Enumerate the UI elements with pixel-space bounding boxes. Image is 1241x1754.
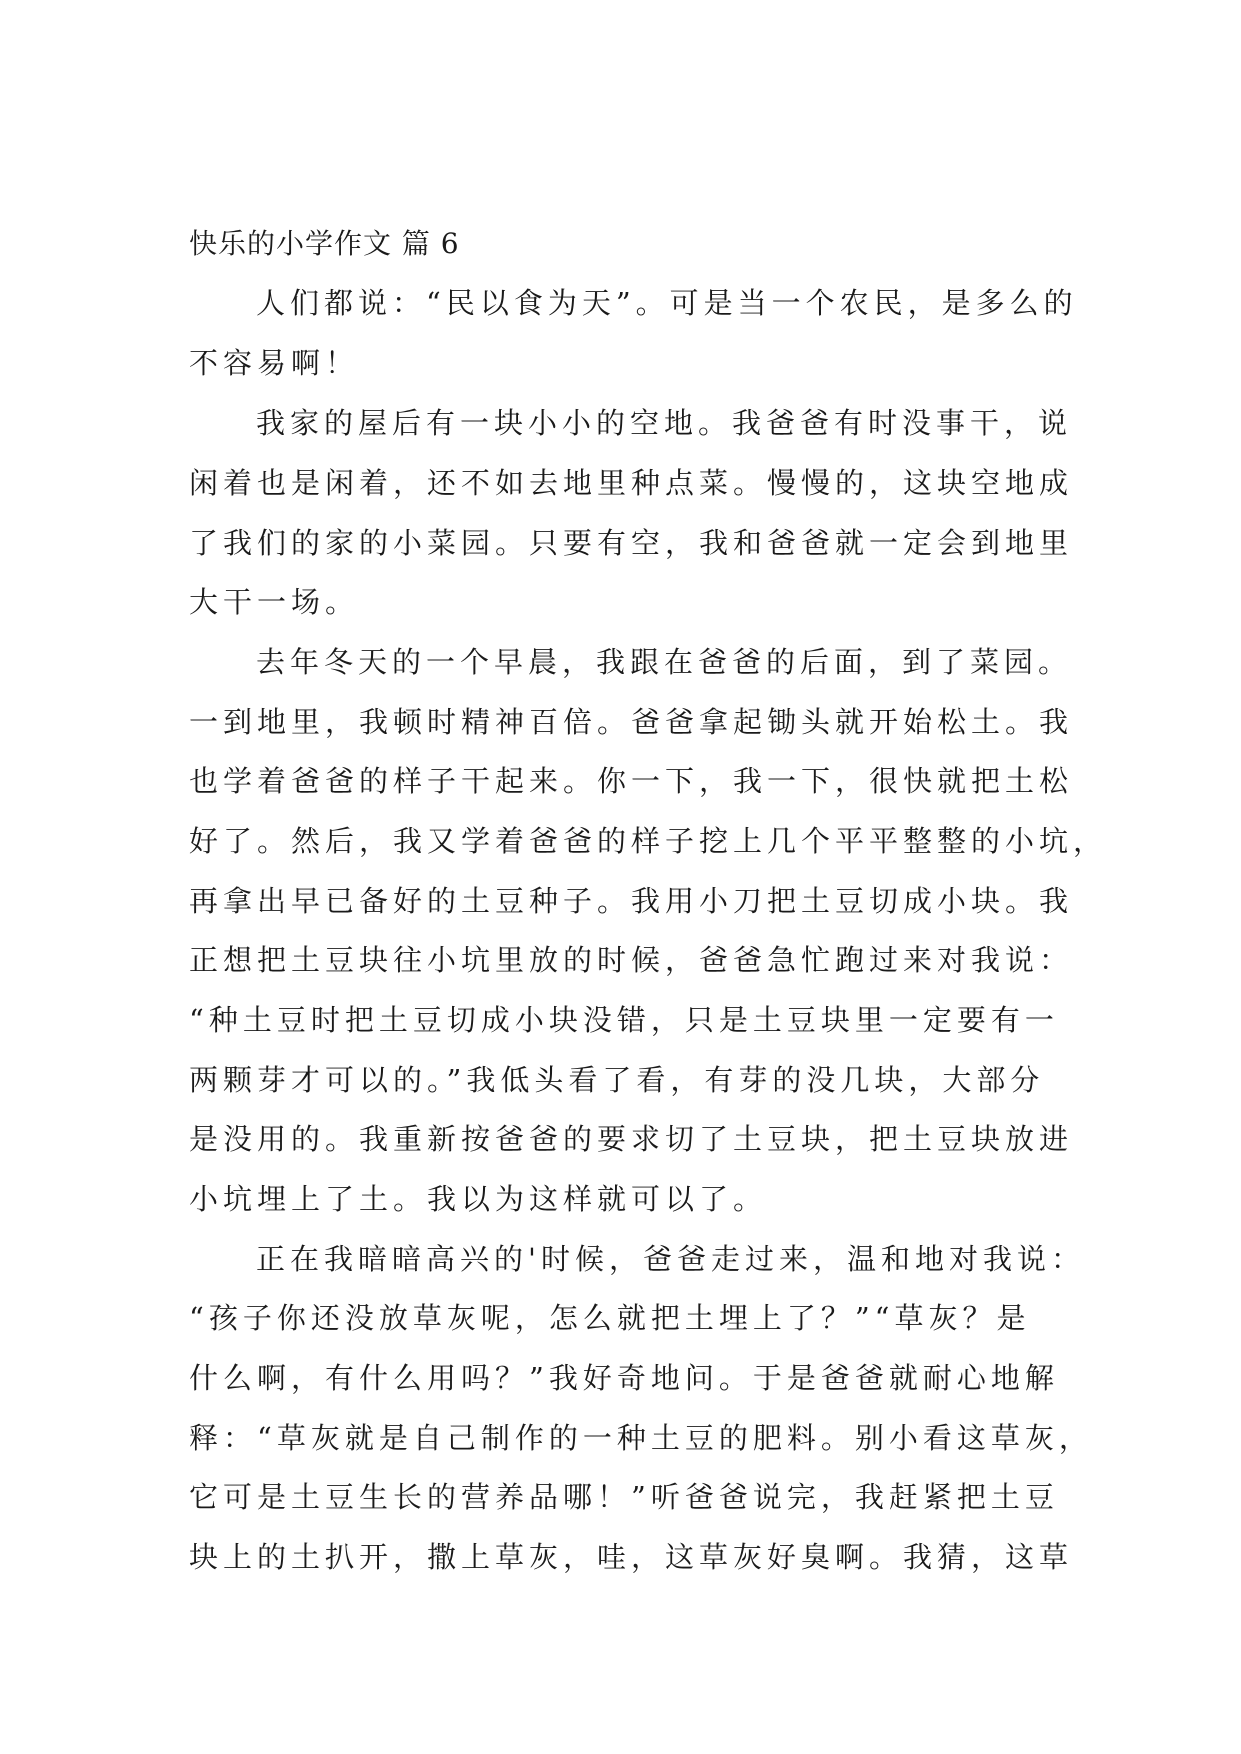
text-line: 再拿出早已备好的土豆种子。我用小刀把土豆切成小块。我 (189, 884, 1074, 918)
text-line: 也学着爸爸的样子干起来。你一下，我一下，很快就把土松 (189, 764, 1074, 798)
text-line: 什么啊，有什么用吗？”我好奇地问。于是爸爸就耐心地解 (189, 1361, 1059, 1395)
text-line: 闲着也是闲着，还不如去地里种点菜。慢慢的，这块空地成 (189, 466, 1074, 500)
text-line: 小坑埋上了土。我以为这样就可以了。 (189, 1182, 768, 1216)
text-line: 了我们的家的小菜园。只要有空，我和爸爸就一定会到地里 (189, 526, 1074, 560)
text-line: 人们都说：“民以食为天”。可是当一个农民，是多么的 (256, 286, 1078, 320)
text-line: 正想把土豆块往小坑里放的时候，爸爸急忙跑过来对我说： (189, 943, 1074, 977)
text-line: “种土豆时把土豆切成小块没错，只是土豆块里一定要有一 (189, 1003, 1059, 1037)
text-line: 释：“草灰就是自己制作的一种土豆的肥料。别小看这草灰， (189, 1421, 1093, 1455)
text-line: 正在我暗暗高兴的'时候，爸爸走过来，温和地对我说： (256, 1242, 1085, 1276)
text-line: 不容易啊！ (189, 346, 360, 380)
text-line: 好了。然后，我又学着爸爸的样子挖上几个平平整整的小坑， (189, 824, 1108, 858)
document-title: 快乐的小学作文 篇 6 (189, 227, 460, 260)
text-line: 两颗芽才可以的。”我低头看了看，有芽的没几块，大部分 (189, 1063, 1045, 1097)
text-line: 一到地里，我顿时精神百倍。爸爸拿起锄头就开始松土。我 (189, 705, 1074, 739)
text-line: “孩子你还没放草灰呢，怎么就把土埋上了？”“草灰？是 (189, 1301, 1031, 1335)
text-line: 去年冬天的一个早晨，我跟在爸爸的后面，到了菜园。 (256, 645, 1073, 679)
text-line: 块上的土扒开，撒上草灰，哇，这草灰好臭啊。我猜，这草 (189, 1540, 1074, 1574)
text-line: 是没用的。我重新按爸爸的要求切了土豆块，把土豆块放进 (189, 1122, 1074, 1156)
text-line: 它可是土豆生长的营养品哪！”听爸爸说完，我赶紧把土豆 (189, 1480, 1059, 1514)
text-line: 我家的屋后有一块小小的空地。我爸爸有时没事干，说 (256, 406, 1073, 440)
text-line: 大干一场。 (189, 585, 360, 619)
